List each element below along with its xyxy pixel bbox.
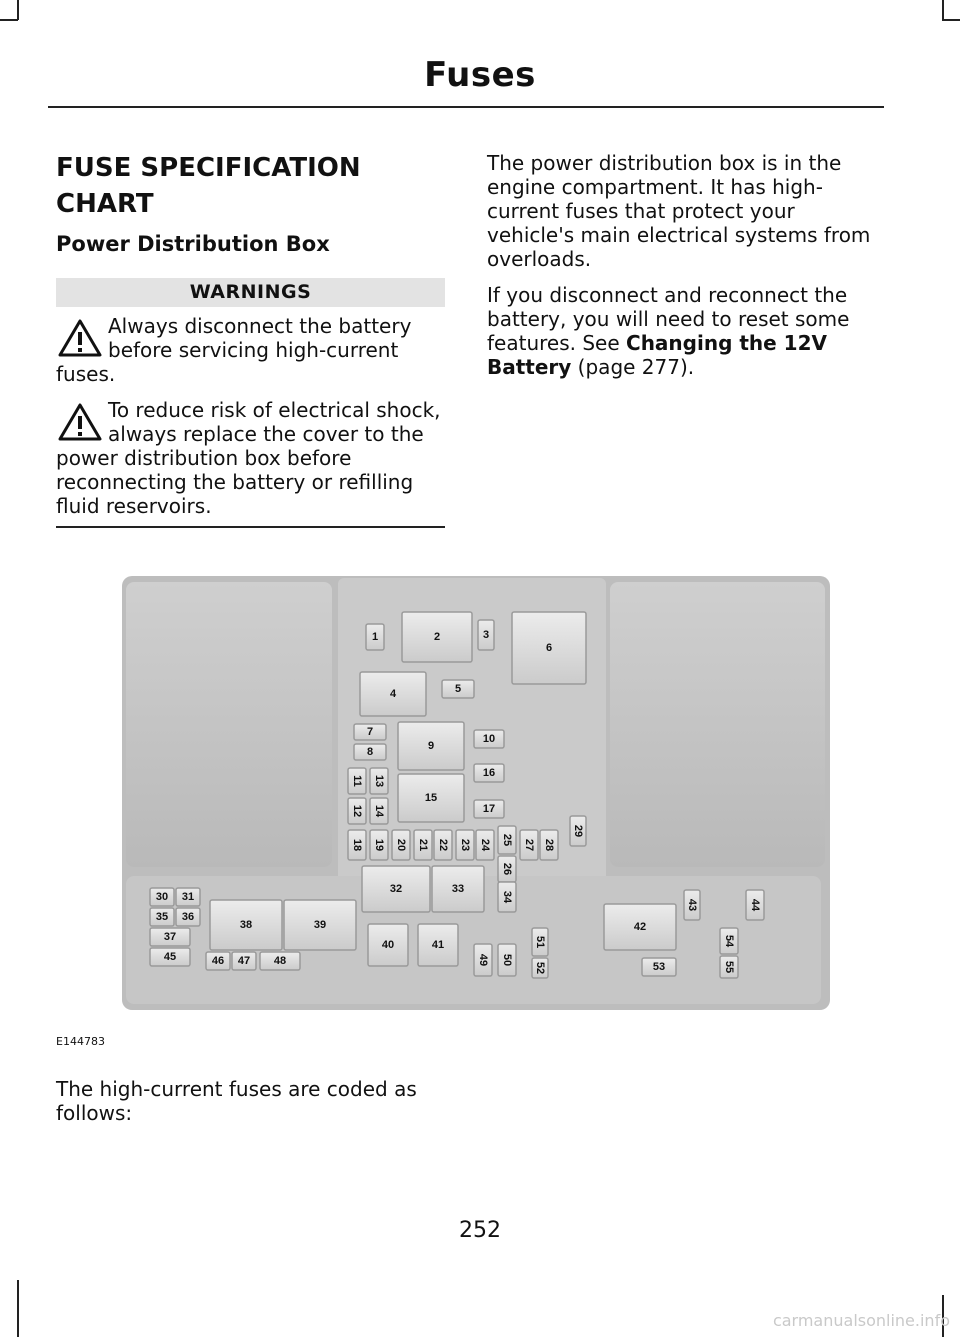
- fuse-slot-39: [284, 900, 356, 950]
- fuse-slot-20: [392, 830, 410, 860]
- fuse-label: 48: [273, 955, 287, 967]
- fuse-slot-46: [206, 952, 230, 970]
- fuse-label: 33: [451, 883, 465, 895]
- fuse-slot-52: [532, 958, 548, 978]
- fuse-label: 25: [501, 833, 513, 847]
- fuse-slot-25: [498, 826, 516, 854]
- fuse-label: 29: [572, 824, 584, 838]
- fuse-slot-3: [478, 620, 494, 650]
- fuse-label: 8: [366, 746, 374, 758]
- fuse-label: 49: [477, 953, 489, 967]
- fuse-label: 45: [163, 951, 177, 963]
- fuse-slot-18: [348, 830, 366, 860]
- fuse-label: 37: [163, 931, 177, 943]
- fuse-label: 5: [454, 683, 462, 695]
- warning-item: [56, 314, 445, 386]
- fuse-label: 34: [501, 890, 513, 904]
- fuse-label: 20: [395, 838, 407, 852]
- fuse-slot-26: [498, 856, 516, 882]
- cross-reference-link[interactable]: Changing the 12V Battery: [487, 331, 827, 379]
- section-title: FUSE SPECIFICATION CHART: [56, 153, 361, 219]
- warnings-rule: [56, 526, 445, 528]
- fuse-label: 7: [366, 726, 374, 738]
- crop-mark: [942, 19, 960, 21]
- fuse-label: 12: [351, 804, 363, 818]
- fuse-slot-49: [474, 944, 492, 976]
- fuse-slot-50: [498, 944, 516, 976]
- fuse-slot-29: [570, 816, 586, 846]
- fuse-slot-40: [368, 924, 408, 966]
- fuse-label: 10: [482, 733, 496, 745]
- fuse-slot-30: [150, 888, 174, 906]
- fuse-label: 32: [389, 883, 403, 895]
- fuse-slot-32: [362, 866, 430, 912]
- body-text: (page 277).: [571, 355, 695, 379]
- fuse-label: 27: [523, 838, 535, 852]
- fuse-slot-24: [476, 830, 494, 860]
- fuse-label: 39: [313, 919, 327, 931]
- crop-mark: [0, 19, 18, 21]
- fuse-slot-1: [366, 624, 384, 650]
- fuse-label: 14: [373, 804, 385, 818]
- warning-text: To reduce risk of electrical shock, always replace the cover to the power distribution box before reconnecting the battery or refilling fluid reservoirs.: [56, 398, 441, 518]
- fuse-label: 31: [181, 891, 195, 903]
- fuse-label: 16: [482, 767, 496, 779]
- fuse-label: 3: [482, 629, 490, 641]
- fuse-label: 51: [534, 935, 546, 949]
- fuse-slot-6: [512, 612, 586, 684]
- figure-id: E144783: [56, 1035, 105, 1048]
- fuse-label: 15: [424, 792, 438, 804]
- fuse-slot-8: [354, 744, 386, 760]
- fuse-slot-36: [176, 908, 200, 926]
- fuse-slot-37: [150, 928, 190, 946]
- fuse-label: 40: [381, 939, 395, 951]
- fuse-slot-21: [414, 830, 432, 860]
- body-text: If you disconnect and reconnect the battery, you will need to reset some features. See: [487, 283, 850, 355]
- fuse-slot-45: [150, 948, 190, 966]
- fuse-slot-35: [150, 908, 174, 926]
- warning-item: [56, 398, 445, 518]
- fuse-slot-23: [456, 830, 474, 860]
- fuse-slot-53: [642, 958, 676, 976]
- fuse-slot-10: [474, 730, 504, 748]
- fuse-label: 35: [155, 911, 169, 923]
- body-paragraph: [487, 283, 882, 379]
- fuse-slot-9: [398, 722, 464, 770]
- fuse-label: 9: [427, 740, 435, 752]
- fuse-slot-34: [498, 882, 516, 912]
- fuse-slot-47: [232, 952, 256, 970]
- fuse-label: 23: [459, 838, 471, 852]
- fuse-slot-41: [418, 924, 458, 966]
- fuse-box-diagram: [122, 576, 830, 1010]
- fuse-label: 24: [479, 838, 491, 852]
- fuse-label: 43: [686, 898, 698, 912]
- fuse-slot-54: [720, 928, 738, 954]
- fuse-slot-15: [398, 774, 464, 822]
- fuse-label: 22: [437, 838, 449, 852]
- warning-triangle-icon: [58, 402, 102, 442]
- body-paragraph: The power distribution box is in the engine compartment. It has high-current fuses that protect your vehicle's main electrical systems from overloads.: [487, 151, 871, 271]
- fuse-slot-28: [540, 830, 558, 860]
- crop-mark: [17, 1280, 19, 1337]
- fuse-slot-4: [360, 672, 426, 716]
- fuse-label: 42: [633, 921, 647, 933]
- fuse-label: 1: [371, 631, 379, 643]
- crop-mark: [17, 0, 19, 20]
- fuse-label: 28: [543, 838, 555, 852]
- fuse-slot-22: [434, 830, 452, 860]
- fuse-label: 4: [389, 688, 397, 700]
- fuse-slot-55: [720, 956, 738, 978]
- warning-text: Always disconnect the battery before servicing high-current fuses.: [56, 314, 412, 386]
- fuse-slot-33: [432, 866, 484, 912]
- fuse-label: 21: [417, 838, 429, 852]
- fuse-slot-19: [370, 830, 388, 860]
- watermark: carmanualsonline.info: [772, 1311, 950, 1330]
- fuse-label: 11: [351, 775, 363, 787]
- fuse-label: 47: [237, 955, 251, 967]
- fuse-label: 41: [431, 939, 445, 951]
- fuse-label: 17: [482, 803, 496, 815]
- fuse-label: 19: [373, 838, 385, 852]
- fuse-label: 6: [545, 642, 553, 654]
- fuse-slot-38: [210, 900, 282, 950]
- fuse-slot-13: [370, 768, 388, 794]
- fuse-label: 44: [749, 898, 761, 912]
- fuse-slot-7: [354, 724, 386, 740]
- fuse-slot-48: [260, 952, 300, 970]
- page-header: Fuses: [424, 55, 536, 95]
- warnings-box: [56, 278, 445, 528]
- fuse-label: 53: [652, 961, 666, 973]
- warning-triangle-icon: [58, 318, 102, 358]
- fuse-label: 18: [351, 838, 363, 852]
- section-subtitle: Power Distribution Box: [56, 232, 330, 256]
- fuse-slot-42: [604, 904, 676, 950]
- right-column: [487, 151, 882, 391]
- fuse-label: 50: [501, 953, 513, 967]
- fuse-slot-2: [402, 612, 472, 662]
- fuse-slot-12: [348, 798, 366, 824]
- fuse-slot-43: [684, 890, 700, 920]
- fuse-slot-11: [348, 768, 366, 794]
- fuse-label: 30: [155, 891, 169, 903]
- fuse-slot-44: [746, 890, 764, 920]
- header-rule: [48, 106, 884, 108]
- fuse-label: 55: [723, 960, 735, 974]
- fuse-slot-27: [520, 830, 538, 860]
- warnings-title: WARNINGS: [56, 278, 445, 307]
- fuse-label: 38: [239, 919, 253, 931]
- fuse-slot-51: [532, 928, 548, 956]
- closing-paragraph: The high-current fuses are coded as follows:: [56, 1077, 417, 1125]
- fuse-label: 36: [181, 911, 195, 923]
- fuse-label: 52: [534, 961, 546, 975]
- fuse-slot-5: [442, 680, 474, 698]
- fuse-slot-16: [474, 764, 504, 782]
- fuse-slot-14: [370, 798, 388, 824]
- page-number: 252: [459, 1218, 501, 1243]
- fuse-label: 26: [501, 862, 513, 876]
- fuse-label: 13: [373, 774, 385, 788]
- fuse-slot-31: [176, 888, 200, 906]
- fuse-label: 46: [211, 955, 225, 967]
- crop-mark: [942, 0, 944, 20]
- fuse-label: 2: [433, 631, 441, 643]
- fuse-slot-17: [474, 800, 504, 818]
- fuse-label: 54: [723, 934, 735, 948]
